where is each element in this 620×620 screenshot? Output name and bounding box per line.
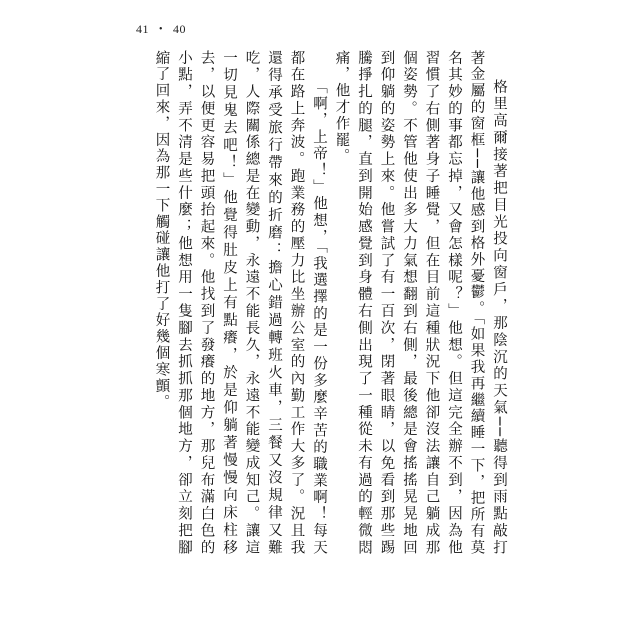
vertical-text-body [150,50,510,556]
paragraph-1: 格里高爾接著把目光投向窗戶，那陰沉的天氣──聽得到雨點敲打著金屬的窗框──讓他感到格外憂鬱。「如果我再繼續睡一下，把所有莫名其妙的事都忘掉，又會怎樣呢？」他想。但這完全辦不到，因為他習慣了右側著身子睡覺，但在目前這種狀況下他卻沒法讓自己躺成那個姿勢。不管他使出多大力氣想翻到右側，最後總是會搖搖晃晃地回到仰躺的姿勢上來。他嘗試了有一百次，閉著眼睛，以免看到那些踢騰掙扎的腿，直到開始感覺到身體右側出現了一種從未有過的輕微悶痛，他才作罷。 [333,50,507,557]
right-page-number: 40 [173,22,187,36]
page-separator: • [159,24,164,35]
left-page-number: 41 [136,22,149,36]
page-header [136,22,186,37]
paragraph-2: 「啊，上帝！」他想，「我選擇的是一份多麼辛苦的職業啊！每天都在路上奔波。跑業務的壓力比坐辦公室的內勤工作大多了。況且我還得承受旅行帶來的折磨：擔心錯過轉班火車，三餐又沒規律又難吃，人際關係總是在變動，永遠不能長久，永遠不能變成知己。讓這一切見鬼去吧！」他覺得肚皮上有點癢，於是仰躺著慢慢向床柱移去，以便更容易把頭抬起來。他找到了發癢的地方，那兒布滿白色的小點，弄不清是些什麼；他想用一隻腳去抓抓那個地方，卻立刻把腳縮了回來，因為那一下觸碰讓他打了好幾個寒顫。 [153,50,327,556]
